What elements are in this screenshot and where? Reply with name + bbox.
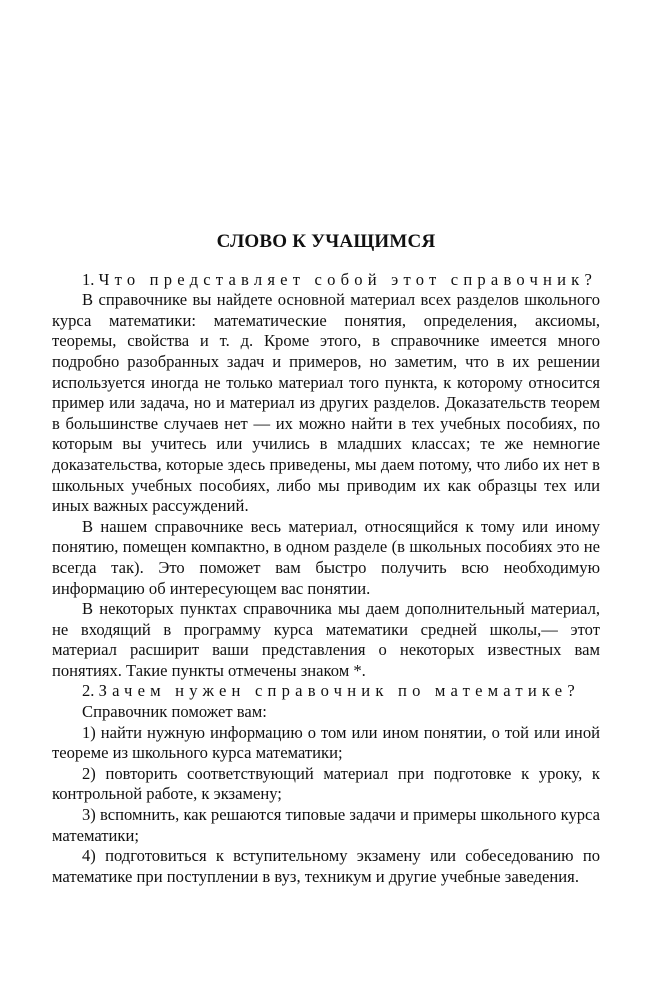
list-item: 1) найти нужную информацию о том или ином понятии, о той или иной теореме из школьного курса математики; (52, 722, 600, 763)
list-item: 2) повторить соответствующий материал при подготовке к уроку, к контрольной работе, к экзамену; (52, 763, 600, 804)
question-1-text: Что представляет собой этот справочник? (98, 269, 598, 289)
paragraph: В нашем справочнике весь материал, относящийся к тому или иному понятию, помещен компактно, в одном разделе (в школьных пособиях это не всегда так). Это поможет вам быстро получить всю необходимую информацию об интересующем вас понятии. (52, 516, 600, 598)
question-2-text: Зачем нужен справочник по математике? (98, 681, 580, 701)
question-2 (52, 681, 600, 702)
page-content (52, 232, 600, 887)
paragraph: В справочнике вы найдете основной материал всех разделов школьного курса математики: математические понятия, определения, аксиомы, теоремы, свойства и т. д. Кроме этого, в справочнике имеется много подробно разобранных задач и примеров, но заметим, что в их решении используется иногда не только материал того пункта, к которому относится пример или задача, но и материал из других разделов. Доказательств теорем в большинстве случаев нет — их можно найти в тех учебных пособиях, по которым вы учитесь или учились в младших классах; те же немногие доказательства, которые здесь приведены, мы даем потому, что либо их нет в школьных учебных пособиях, либо мы приводим их как образцы тех или иных важных рассуждений. (52, 290, 600, 516)
helps-intro: Справочник поможет вам: (82, 702, 267, 722)
paragraph: В некоторых пунктах справочника мы даем дополнительный материал, не входящий в программу курса математики средней школы,— этот материал расширит ваши представления о некоторых известных вам понятиях. Такие пункты отмечены знаком *. (52, 599, 600, 680)
question-1-number: 1. (82, 269, 95, 289)
list-item: 3) вспомнить, как решаются типовые задачи и примеры школьного курса математики; (52, 805, 600, 845)
list-item: 4) подготовиться к вступительному экзамену или собеседованию по математике при поступлении в вуз, техникум и другие учебные заведения. (52, 846, 600, 886)
question-2-number: 2. (82, 681, 95, 701)
question-1 (52, 270, 600, 291)
page-title: СЛОВО К УЧАЩИМСЯ (216, 231, 436, 252)
